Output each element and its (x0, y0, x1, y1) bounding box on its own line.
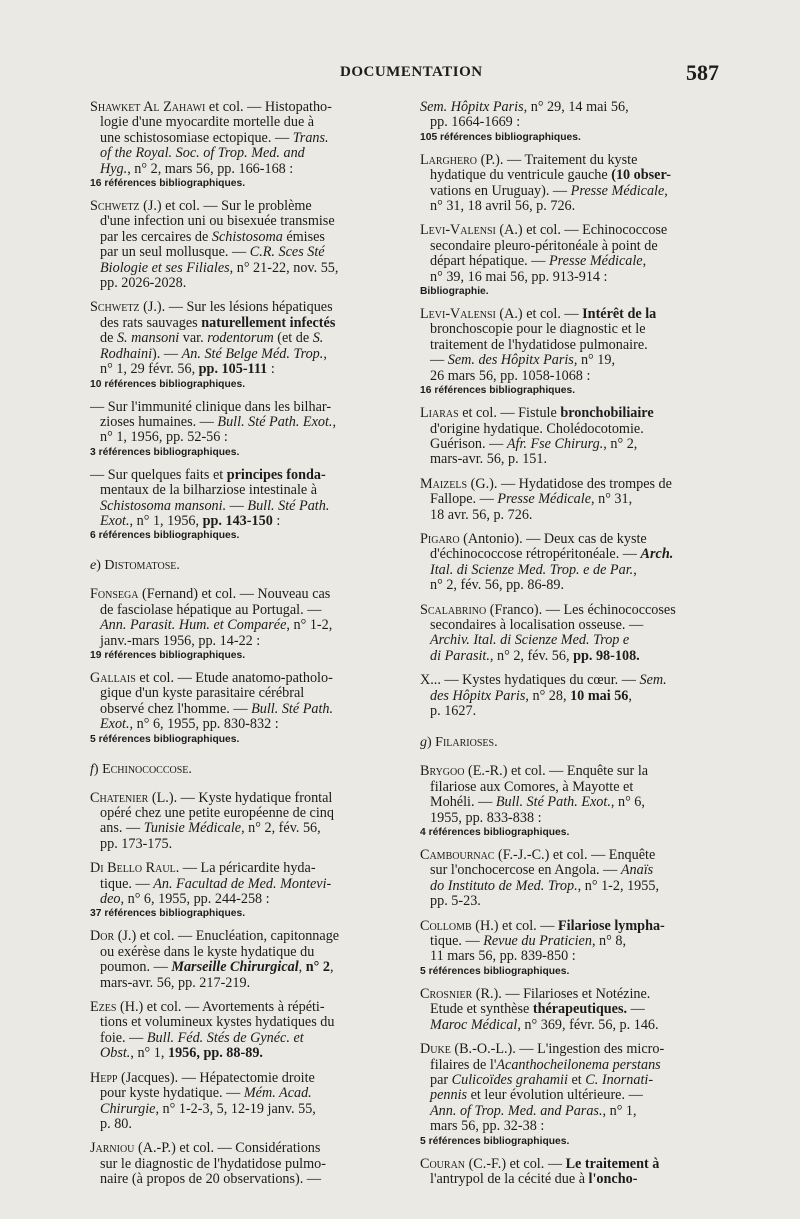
entry-line: d'une infection uni ou bisexuée transmise (100, 213, 335, 230)
entry-line: logie d'une myocardite mortelle due à (100, 114, 315, 131)
entry-line: par un seul mollusque. — C.R. Sces Sté (100, 244, 325, 261)
entry-line: Di Bello Raul. — La péricardite hyda- (90, 860, 316, 877)
bibliography-entry (90, 199, 400, 291)
entry-line: sur le diagnostic de l'hydatidose pulmo- (100, 1155, 326, 1172)
entry-line: Mohéli. — Bull. Sté Path. Exot., n° 6, (430, 794, 645, 811)
bibliography-entry (420, 100, 716, 144)
entry-line: Larghero (P.). — Traitement du kyste (420, 151, 638, 168)
entry-line: X... — Kystes hydatiques du cœur. — Sem. (420, 672, 667, 689)
entry-line: Guérison. — Afr. Fse Chirurg., n° 2, (430, 435, 638, 452)
entry-line: 18 avr. 56, p. 726. (430, 506, 533, 523)
bibliography-entry (90, 300, 400, 390)
reference-count: 16 références bibliographiques. (90, 178, 246, 190)
entry-line: — Sem. des Hôpitx Paris, n° 19, (430, 352, 615, 369)
bibliography-entry (90, 400, 400, 459)
entry-line: Duke (B.-O.-L.). — L'ingestion des micro- (420, 1041, 665, 1058)
entry-line: Schistosoma mansoni. — Bull. Sté Path. (100, 497, 330, 514)
entry-line: l'antrypol de la cécité due à l'oncho- (430, 1170, 638, 1187)
entry-line: n° 39, 16 mai 56, pp. 913-914 : (430, 268, 608, 285)
entry-line: pennis et leur évolution ultérieure. — (430, 1087, 643, 1104)
entry-line: Ann. of Trop. Med. and Paras., n° 1, (430, 1102, 637, 1119)
entry-line: par les cercaires de Schistosoma émises (100, 228, 325, 245)
reference-count: 37 références bibliographiques. (90, 908, 246, 920)
entry-line: pp. 2026-2028. (100, 275, 187, 292)
entry-line: — Sur quelques faits et principes fonda- (90, 466, 326, 483)
bibliography-entry (90, 100, 400, 190)
entry-line: opéré chez une petite européenne de cinq (100, 805, 334, 821)
bibliography-entry (420, 987, 716, 1033)
entry-line: Archiv. Ital. di Scienze Med. Trop e (430, 632, 630, 649)
entry-line: Shawket Al Zahawi et col. — Histopatho- (90, 99, 332, 115)
entry-line: Jarniou (A.-P.) et col. — Considérations (90, 1140, 321, 1157)
bibliography-entry (420, 603, 716, 665)
entry-line: Chirurgie, n° 1-2-3, 5, 12-19 janv. 55, (100, 1100, 316, 1117)
entry-line: p. 1627. (430, 703, 477, 719)
entry-line: par Culicoïdes grahamii et C. Inornati- (430, 1071, 654, 1088)
reference-count: 16 références bibliographiques. (420, 385, 576, 397)
entry-line: ans. — Tunisie Médicale, n° 2, fév. 56, (100, 820, 321, 837)
entry-line: — Sur l'immunité clinique dans les bilhar- (90, 398, 332, 415)
entry-line: tions et volumineux kystes hydatiques du (100, 1014, 335, 1031)
reference-count: 105 références bibliographiques. (420, 131, 581, 143)
entry-line: Gallais et col. — Etude anatomo-patholo- (90, 669, 333, 686)
entry-line: Levi-Valensi (A.) et col. — Echinococcose (420, 222, 668, 239)
right-column (420, 100, 716, 1196)
bibliography-entry (90, 671, 400, 746)
entry-line: Couran (C.-F.) et col. — Le traitement à (420, 1155, 660, 1172)
entry-line: n° 31, 18 avril 56, p. 726. (430, 198, 576, 215)
entry-line: 11 mars 56, pp. 839-850 : (430, 948, 576, 965)
reference-count: Bibliographie. (420, 286, 489, 298)
reference-count: 4 références bibliographiques. (420, 827, 570, 839)
entry-line: 26 mars 56, pp. 1058-1068 : (430, 367, 591, 384)
left-column (90, 100, 400, 1197)
entry-line: Scalabrino (Franco). — Les échinococcoses (420, 601, 676, 618)
bibliography-entry (420, 153, 716, 215)
entry-line: 1955, pp. 833-838 : (430, 809, 542, 826)
entry-line: mentaux de la bilharziose intestinale à (100, 482, 318, 499)
entry-line: Etude et synthèse thérapeutiques. — (430, 1001, 645, 1018)
entry-line: secondaires à localisation osseuse. — (430, 616, 644, 633)
bibliography-entry (420, 477, 716, 523)
bibliography-entry (420, 223, 716, 298)
entry-line: hydatique du ventricule gauche (10 obser- (430, 167, 671, 184)
entry-line: Maizels (G.). — Hydatidose des trompes de (420, 475, 672, 492)
entry-line: do Instituto de Med. Trop., n° 1-2, 1955, (430, 877, 659, 894)
reference-count: 19 références bibliographiques. (90, 649, 246, 661)
bibliography-entry (420, 673, 716, 719)
entry-line: traitement de l'hydatidose pulmonaire. (430, 336, 648, 353)
bibliography-entry (420, 307, 716, 397)
entry-line: p. 80. (100, 1115, 132, 1132)
entry-line: Obst., n° 1, 1956, pp. 88-89. (100, 1045, 263, 1062)
entry-line: des rats sauvages naturellement infectés (100, 314, 336, 331)
entry-line: Hepp (Jacques). — Hépatectomie droite (90, 1069, 315, 1086)
entry-line: pp. 1664-1669 : (430, 114, 521, 131)
bibliography-entry (420, 764, 716, 839)
entry-line: Ital. di Scienze Med. Trop. e de Par., (430, 561, 637, 578)
reference-count: 10 références bibliographiques. (90, 378, 246, 390)
running-title: DOCUMENTATION (340, 64, 483, 80)
entry-line: Levi-Valensi (A.) et col. — Intérêt de la (420, 306, 657, 323)
entry-line: bronchoscopie pour le diagnostic et le (430, 321, 646, 338)
bibliography-entry (420, 532, 716, 594)
entry-line: filariose aux Comores, à Mayotte et (430, 778, 634, 795)
entry-line: de fasciolase hépatique au Portugal. — (100, 601, 322, 618)
reference-count: 5 références bibliographiques. (420, 1135, 570, 1147)
entry-line: Biologie et ses Filiales, n° 21-22, nov. 55, (100, 259, 339, 276)
entry-line: Crosnier (R.). — Filarioses et Notézine. (420, 985, 651, 1002)
bibliography-entry (420, 1157, 716, 1188)
entry-line: filaires de l'Acanthocheilonema perstans (430, 1056, 661, 1073)
entry-line: zioses humaines. — Bull. Sté Path. Exot., (100, 413, 337, 430)
reference-count: 5 références bibliographiques. (420, 965, 570, 977)
entry-line: Exot., n° 6, 1955, pp. 830-832 : (100, 716, 279, 733)
entry-line: foie. — Bull. Féd. Stés de Gynéc. et (100, 1029, 304, 1046)
entry-line: secondaire pleuro-péritonéale à point de (430, 237, 658, 254)
entry-line: gique d'un kyste parasitaire cérébral (100, 685, 305, 702)
entry-line: pour kyste hydatique. — Mém. Acad. (100, 1085, 312, 1102)
entry-line: Ezes (H.) et col. — Avortements à répéti- (90, 999, 325, 1016)
entry-line: Sem. Hôpitx Paris, n° 29, 14 mai 56, (420, 99, 629, 115)
section-heading: e) Distomatose. (90, 558, 180, 574)
entry-line: de S. mansoni var. rodentorum (et de S. (100, 330, 324, 347)
bibliography-entry (420, 848, 716, 910)
entry-line: n° 1, 1956, pp. 52-56 : (100, 429, 228, 446)
entry-line: une schistosomiase ectopique. — Trans. (100, 129, 329, 146)
entry-line: Hyg., n° 2, mars 56, pp. 166-168 : (100, 160, 294, 177)
entry-line: sur l'onchocercose en Angola. — Anaïs (430, 862, 654, 879)
bibliography-entry (90, 929, 400, 991)
bibliography-entry (90, 861, 400, 920)
bibliography-entry (90, 1141, 400, 1187)
entry-line: poumon. — Marseille Chirurgical, n° 2, (100, 959, 334, 976)
entry-line: Rodhaini). — An. Sté Belge Méd. Trop., (100, 345, 327, 362)
entry-line: vations en Uruguay). — Presse Médicale, (430, 182, 668, 199)
reference-count: 6 références bibliographiques. (90, 530, 240, 542)
bibliography-entry (420, 406, 716, 468)
bibliography-entry (90, 587, 400, 662)
entry-line: n° 1, 29 févr. 56, pp. 105-111 : (100, 361, 275, 378)
entry-line: Fallope. — Presse Médicale, n° 31, (430, 491, 633, 508)
page-number: 587 (686, 60, 719, 85)
entry-line: Ann. Parasit. Hum. et Comparée, n° 1-2, (100, 617, 333, 634)
entry-line: Chatenier (L.). — Kyste hydatique frontal (90, 789, 333, 806)
entry-line: des Hôpitx Paris, n° 28, 10 mai 56, (430, 687, 632, 704)
entry-line: d'origine hydatique. Cholédocotomie. (430, 420, 644, 437)
entry-line: Dor (J.) et col. — Enucléation, capitonnage (90, 928, 340, 945)
entry-line: Liaras et col. — Fistule bronchobiliaire (420, 405, 654, 422)
bibliography-entry (90, 468, 400, 543)
entry-line: Exot., n° 1, 1956, pp. 143-150 : (100, 512, 281, 529)
entry-line: di Parasit., n° 2, fév. 56, pp. 98-108. (430, 647, 640, 664)
section-heading: g) Filarioses. (420, 735, 498, 751)
entry-line: of the Royal. Soc. of Trop. Med. and (100, 145, 305, 162)
entry-line: Pigaro (Antonio). — Deux cas de kyste (420, 530, 647, 547)
entry-line: naire (à propos de 20 observations). — (100, 1171, 322, 1188)
bibliography-entry (420, 919, 716, 978)
entry-line: mars-avr. 56, pp. 217-219. (100, 974, 251, 991)
reference-count: 3 références bibliographiques. (90, 446, 240, 458)
entry-line: pp. 5-23. (430, 893, 481, 910)
entry-line: d'échinococcose rétropéritonéale. — Arch. (430, 546, 674, 563)
reference-count: 5 références bibliographiques. (90, 733, 240, 745)
entry-line: observé chez l'homme. — Bull. Sté Path. (100, 700, 334, 717)
entry-line: deo, n° 6, 1955, pp. 244-258 : (100, 891, 270, 908)
entry-line: Brygoo (E.-R.) et col. — Enquête sur la (420, 763, 649, 780)
entry-line: Collomb (H.) et col. — Filariose lympha- (420, 917, 665, 934)
entry-line: pp. 173-175. (100, 835, 173, 852)
entry-line: tique. — Revue du Praticien, n° 8, (430, 933, 626, 950)
entry-line: Schwetz (J.) et col. — Sur le problème (90, 198, 312, 215)
section-heading: f) Echinococcose. (90, 761, 192, 777)
entry-line: départ hépatique. — Presse Médicale, (430, 253, 647, 270)
entry-line: Fonsega (Fernand) et col. — Nouveau cas (90, 586, 331, 603)
entry-line: janv.-mars 1956, pp. 14-22 : (100, 632, 261, 649)
bibliography-entry (420, 1042, 716, 1147)
page-header (0, 60, 800, 90)
bibliography-entry (90, 1000, 400, 1062)
bibliography-entry (90, 791, 400, 853)
entry-line: Maroc Médical, n° 369, févr. 56, p. 146. (430, 1016, 659, 1033)
entry-line: Schwetz (J.). — Sur les lésions hépatiques (90, 299, 333, 316)
entry-line: n° 2, fév. 56, pp. 86-89. (430, 577, 564, 594)
entry-line: ou exérèse dans le kyste hydatique du (100, 943, 315, 960)
entry-line: mars-avr. 56, p. 151. (430, 451, 548, 468)
bibliography-entry (90, 1071, 400, 1133)
entry-line: mars 56, pp. 32-38 : (430, 1118, 545, 1135)
entry-line: tique. — An. Facultad de Med. Montevi- (100, 875, 332, 892)
entry-line: Cambournac (F.-J.-C.) et col. — Enquête (420, 847, 656, 864)
